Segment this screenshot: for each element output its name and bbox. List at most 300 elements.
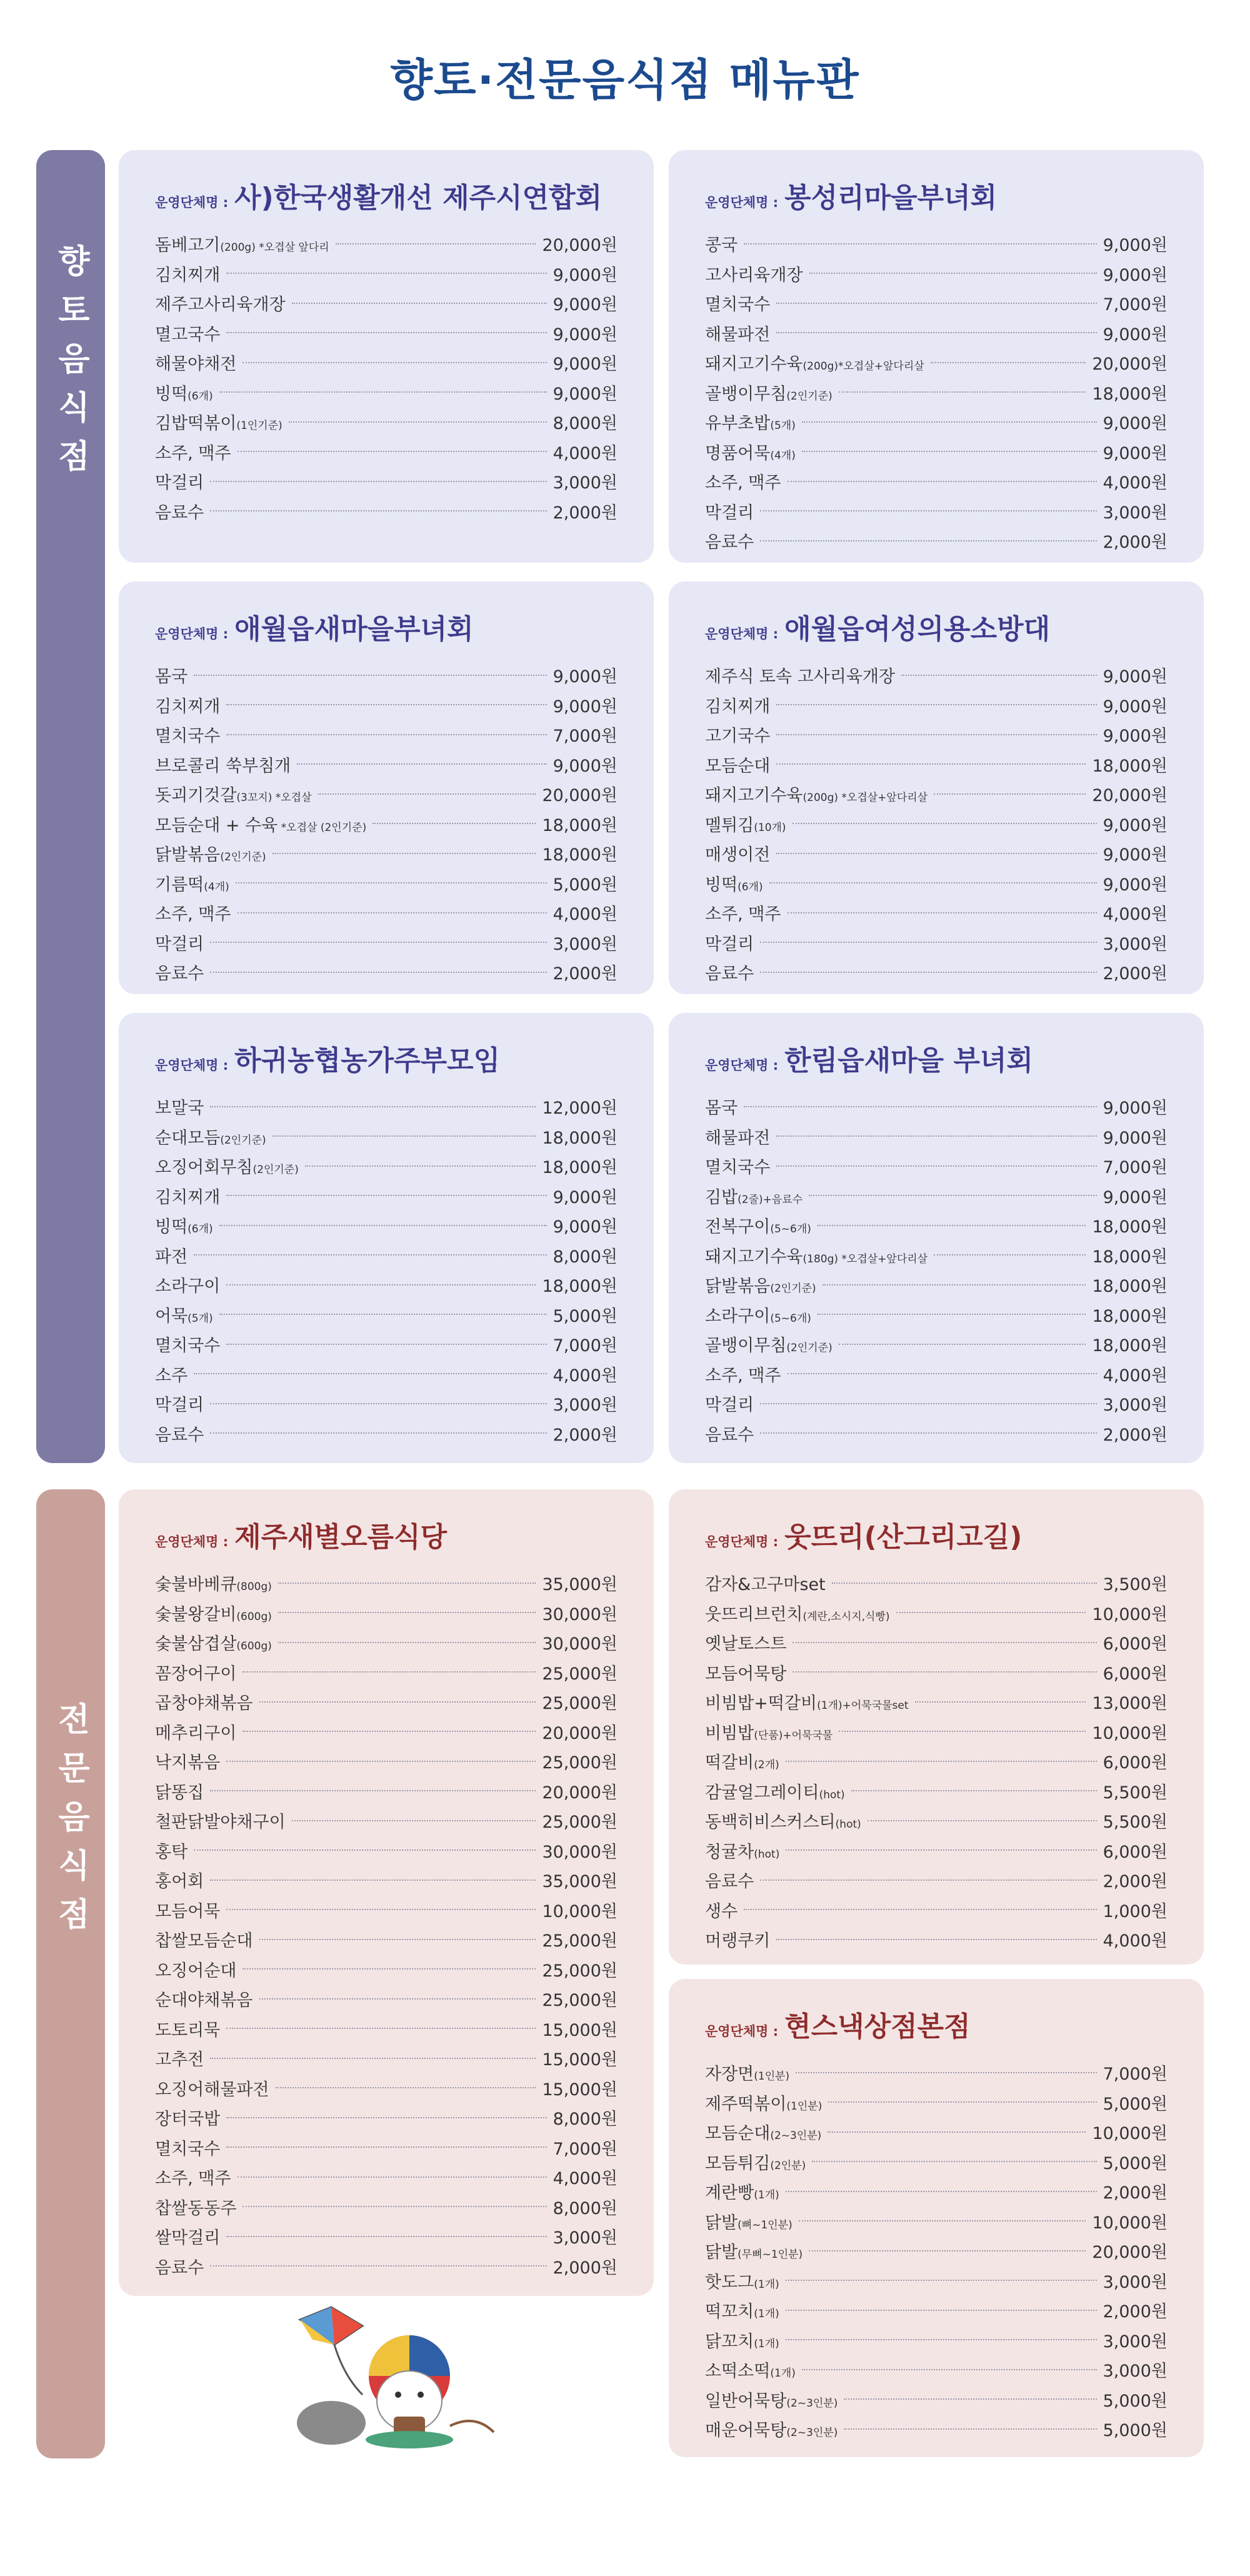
- menu-item-name: 해물파전: [705, 325, 771, 345]
- menu-item: [705, 750, 1168, 780]
- menu-item-name-wrap: [155, 380, 213, 405]
- dotted-leader: [236, 882, 547, 883]
- dotted-leader: [818, 1314, 1086, 1315]
- menu-item-name-wrap: [705, 663, 895, 687]
- menu-item-price: 9,000원: [552, 756, 618, 776]
- menu-item-name: 닭발볶음: [155, 845, 221, 865]
- menu-item-name-wrap: [705, 528, 754, 553]
- panel-hagwi: [119, 1013, 654, 1463]
- menu-item-price: 15,000원: [542, 2080, 618, 2100]
- menu-item-price: 2,000원: [1102, 533, 1168, 553]
- menu-item-price: 5,000원: [1102, 2153, 1168, 2173]
- menu-item-note: (2인기준): [786, 390, 832, 403]
- dotted-leader: [760, 540, 1096, 541]
- dotted-leader: [278, 1612, 536, 1613]
- menu-item: [155, 1865, 618, 1895]
- dotted-leader: [194, 1373, 546, 1374]
- dotted-leader: [788, 481, 1097, 482]
- menu-item-name-wrap: [155, 1154, 299, 1178]
- dotted-leader: [259, 1701, 536, 1703]
- menu-item-name-wrap: [155, 2165, 231, 2189]
- menu-item: [155, 1895, 618, 1925]
- menu-item-price: 9,000원: [552, 697, 618, 717]
- menu-item-name: 모듬어묵: [155, 1901, 221, 1921]
- menu-item-price: 3,000원: [1102, 2332, 1168, 2352]
- menu-item-name-wrap: [155, 1124, 266, 1149]
- dotted-leader: [210, 972, 546, 973]
- menu-item-name: 돼지고기수육: [705, 355, 803, 375]
- menu-item: [705, 437, 1168, 467]
- org-tag-label: 운영단체명 :: [705, 1534, 779, 1549]
- org-tag-label: 운영단체명 :: [155, 626, 229, 641]
- menu-item: [155, 229, 618, 259]
- menu-item-name-wrap: [705, 1391, 754, 1416]
- menu-item-name: 소라구이: [155, 1277, 221, 1297]
- dotted-leader: [305, 1165, 536, 1167]
- menu-item-price: 2,000원: [1102, 2183, 1168, 2203]
- menu-item: [705, 1359, 1168, 1389]
- menu-item-name-wrap: [705, 2387, 838, 2412]
- menu-item-name-wrap: [155, 1719, 236, 1744]
- menu-item: [155, 1598, 618, 1628]
- menu-item-name-wrap: [155, 1749, 220, 1773]
- dotted-leader: [242, 1671, 536, 1673]
- menu-item-price: 5,000원: [1102, 2094, 1168, 2114]
- menu-item-name: 오징어순대: [155, 1961, 237, 1981]
- menu-item-name-wrap: [155, 321, 220, 345]
- menu-item: [705, 720, 1168, 750]
- menu-item: [155, 1240, 618, 1270]
- menu-item-name: 제주고사리육개장: [155, 295, 286, 315]
- menu-item-name: 숯불삼겹살: [155, 1634, 237, 1654]
- menu-item-price: 9,000원: [1102, 697, 1168, 717]
- menu-item-price: 9,000원: [552, 667, 618, 687]
- dotted-leader: [786, 1761, 1097, 1762]
- menu-item-name-wrap: [705, 380, 832, 405]
- menu-item-name: 음료수: [705, 1425, 754, 1445]
- dotted-leader: [226, 1195, 546, 1196]
- dotted-leader: [851, 1790, 1097, 1791]
- panel-header: [705, 1514, 1168, 1556]
- dotted-leader: [210, 1432, 546, 1434]
- menu-item-price: 9,000원: [552, 265, 618, 285]
- menu-item: [705, 779, 1168, 809]
- dotted-leader: [372, 823, 536, 824]
- menu-item-note: (2인기준): [252, 1164, 299, 1177]
- menu-item: [155, 1628, 618, 1658]
- menu-item-price: 18,000원: [542, 845, 618, 865]
- menu-item: [705, 318, 1168, 348]
- menu-item-name-wrap: [155, 2254, 204, 2278]
- dotted-leader: [934, 793, 1086, 795]
- menu-item-name: 낙지볶음: [155, 1753, 221, 1773]
- dotted-leader: [744, 1909, 1096, 1910]
- menu-item-name: 소주: [155, 1366, 188, 1386]
- menu-item-note: (2~3인분): [786, 2397, 838, 2410]
- dotted-leader: [769, 882, 1097, 883]
- menu-item: [155, 407, 618, 437]
- menu-item: [155, 2043, 618, 2073]
- menu-item-price: 20,000원: [1092, 786, 1168, 806]
- menu-item: [705, 2176, 1168, 2206]
- menu-item-name-wrap: [155, 1571, 272, 1595]
- menu-item: [705, 2295, 1168, 2325]
- menu-item: [155, 1568, 618, 1598]
- dotted-leader: [226, 1284, 536, 1285]
- menu-item: [705, 868, 1168, 898]
- menu-item-name: 음료수: [705, 1872, 754, 1892]
- menu-item-name-wrap: [155, 1421, 204, 1446]
- menu-item-price: 4,000원: [1102, 905, 1168, 925]
- menu-item-name: 멸치국수: [155, 2139, 221, 2159]
- menu-item-price: 8,000원: [552, 414, 618, 434]
- menu-item: [705, 2236, 1168, 2266]
- org-name: 제주새별오름식당: [234, 1521, 448, 1553]
- menu-item-name: 찹쌀동동주: [155, 2198, 237, 2218]
- menu-item-name: 막걸리: [155, 473, 204, 493]
- menu-item-price: 5,000원: [1102, 2391, 1168, 2411]
- menu-item-name-wrap: [155, 410, 282, 434]
- menu-item-name-wrap: [155, 1184, 220, 1208]
- dotted-leader: [272, 853, 536, 854]
- dotted-leader: [242, 362, 546, 363]
- panel-hyeon-snack: [669, 1979, 1204, 2457]
- menu-item-note: (5~6개): [770, 1223, 811, 1236]
- menu-item-name-wrap: [155, 1391, 204, 1416]
- menu-item-price: 7,000원: [552, 1336, 618, 1356]
- menu-item-note: (600g): [236, 1640, 272, 1653]
- menu-item-price: 4,000원: [552, 1366, 618, 1386]
- menu-item: [705, 1329, 1168, 1359]
- dotted-leader: [318, 793, 536, 795]
- org-name: 웃뜨리(산그리고길): [784, 1521, 1022, 1553]
- menu-item: [705, 1300, 1168, 1330]
- menu-item-name: 닭꼬치: [705, 2332, 754, 2352]
- menu-item-name: 오징어해물파전: [155, 2080, 269, 2100]
- menu-item-price: 3,000원: [1102, 503, 1168, 523]
- menu-item-price: 18,000원: [542, 1277, 618, 1297]
- menu-item-name-wrap: [155, 2135, 220, 2160]
- menu-item-note: (800g): [236, 1581, 272, 1594]
- sidebar-jeonmun: [36, 1489, 105, 2458]
- dotted-leader: [776, 303, 1096, 304]
- panel-header: [155, 1514, 618, 1556]
- menu-item-name-wrap: [155, 1927, 253, 1951]
- dotted-leader: [238, 2176, 547, 2178]
- menu-item-name: 멸고국수: [155, 325, 221, 345]
- dotted-leader: [901, 675, 1097, 676]
- menu-item-price: 9,000원: [1102, 667, 1168, 687]
- menu-item-name: 멜튀김: [705, 815, 754, 835]
- menu-item-note: (2인기준): [786, 1342, 832, 1355]
- dotted-leader: [226, 2146, 546, 2148]
- menu-item-name-wrap: [705, 2357, 796, 2382]
- menu-item-name: 음료수: [705, 964, 754, 984]
- menu-item-name-wrap: [155, 1243, 188, 1267]
- menu-item: [155, 2073, 618, 2103]
- menu-item: [705, 2147, 1168, 2177]
- menu-item-name-wrap: [705, 2150, 806, 2174]
- menu-item-name: 고기국수: [705, 727, 771, 747]
- menu-list: [155, 660, 618, 987]
- menu-item-name-wrap: [705, 1749, 779, 1773]
- menu-item-name-wrap: [705, 1302, 811, 1327]
- menu-item-name-wrap: [705, 841, 770, 865]
- menu-item: [705, 1628, 1168, 1658]
- menu-item: [155, 2251, 618, 2282]
- dotted-leader: [226, 273, 546, 274]
- menu-item-name-wrap: [155, 261, 220, 286]
- menu-list: [705, 660, 1168, 987]
- menu-item-name: 감귤얼그레이티: [705, 1783, 819, 1803]
- menu-item-name: 쌀막걸리: [155, 2228, 221, 2248]
- dotted-leader: [786, 2280, 1097, 2281]
- menu-list: [705, 229, 1168, 556]
- menu-item-name-wrap: [705, 752, 770, 777]
- menu-item-name: 소주, 맥주: [155, 443, 231, 463]
- menu-item-price: 9,000원: [1102, 1099, 1168, 1119]
- menu-item-name-wrap: [705, 782, 928, 806]
- menu-item-note: (2인분): [770, 2159, 806, 2172]
- menu-item-price: 30,000원: [542, 1604, 618, 1624]
- menu-item-name-wrap: [155, 2195, 236, 2219]
- menu-item-price: 25,000원: [542, 1931, 618, 1951]
- menu-item-price: 15,000원: [542, 2050, 618, 2070]
- menu-item-note: (3꼬지) *오겹살: [236, 792, 312, 805]
- mascot-illustration: [275, 2301, 512, 2457]
- org-name: 애월읍여성의용소방대: [784, 613, 1051, 645]
- menu-item: [155, 437, 618, 467]
- menu-item-name-wrap: [705, 1362, 781, 1386]
- menu-list: [155, 1092, 618, 1448]
- menu-item: [155, 1359, 618, 1389]
- menu-item-name: 떡갈비: [705, 1753, 754, 1773]
- menu-item-name: 멸치국수: [705, 295, 771, 315]
- menu-item-note: (1개): [754, 2308, 779, 2321]
- menu-item-price: 9,000원: [1102, 325, 1168, 345]
- menu-item-note: (10개): [754, 821, 786, 834]
- menu-item-name-wrap: [155, 2076, 269, 2100]
- menu-item-name: 해물야채전: [155, 355, 237, 375]
- menu-item-price: 9,000원: [1102, 443, 1168, 463]
- menu-item-price: 25,000원: [542, 1813, 618, 1833]
- menu-item-name: 콩국: [705, 236, 738, 256]
- menu-item-price: 25,000원: [542, 1664, 618, 1684]
- menu-item-name: 어묵: [155, 1306, 188, 1326]
- menu-item-price: 30,000원: [542, 1634, 618, 1654]
- section-title: 향토음식점: [52, 244, 89, 488]
- menu-item-name-wrap: [155, 1332, 220, 1356]
- menu-item: [155, 1836, 618, 1866]
- menu-item-name: 해물파전: [705, 1128, 771, 1148]
- menu-item-price: 7,000원: [1102, 1158, 1168, 1178]
- menu-item: [155, 1122, 618, 1152]
- menu-item-price: 2,000원: [552, 503, 618, 523]
- org-tag-label: 운영단체명 :: [155, 1534, 229, 1549]
- menu-item-name: 생수: [705, 1901, 738, 1921]
- menu-item-name-wrap: [705, 1124, 770, 1149]
- menu-item-price: 7,000원: [552, 2139, 618, 2159]
- org-name: 하귀농협농가주부모임: [234, 1045, 501, 1077]
- dotted-leader: [226, 734, 546, 735]
- menu-item-name: 모듬튀김: [705, 2153, 771, 2173]
- org-name: 한림읍새마을 부녀회: [784, 1045, 1033, 1077]
- menu-item-name-wrap: [705, 1601, 890, 1625]
- menu-item-note: (2~3인분): [786, 2427, 838, 2440]
- menu-item-name: 숯불바베큐: [155, 1575, 237, 1595]
- menu-item-price: 3,000원: [1102, 2362, 1168, 2382]
- menu-item-note: (1인분): [754, 2070, 790, 2083]
- menu-item: [705, 1240, 1168, 1270]
- menu-item-price: 6,000원: [1102, 1634, 1168, 1654]
- menu-item: [705, 1924, 1168, 1955]
- dotted-leader: [776, 332, 1096, 333]
- menu-item-note: (6개): [738, 880, 763, 893]
- dotted-leader: [802, 421, 1097, 423]
- menu-item-name-wrap: [155, 871, 229, 895]
- menu-item-name-wrap: [705, 1332, 832, 1356]
- menu-item-name-wrap: [705, 1571, 826, 1595]
- menu-item-name: 막걸리: [155, 1396, 204, 1416]
- menu-item-name-wrap: [155, 499, 204, 523]
- menu-item-name: 소주, 맥주: [705, 473, 781, 493]
- menu-item-note: (1개): [754, 2189, 779, 2202]
- org-name: 사)한국생활개선 제주시연합회: [234, 182, 602, 214]
- menu-item-price: 2,000원: [1102, 1872, 1168, 1892]
- menu-item-name-wrap: [155, 752, 291, 777]
- panel-hallim: [669, 1013, 1204, 1463]
- panel-utteuri: [669, 1489, 1204, 1965]
- menu-item-note: (계란,소시지,식빵): [802, 1610, 890, 1623]
- menu-item-note: (hot): [819, 1788, 845, 1801]
- menu-item-name: 음료수: [155, 503, 204, 523]
- menu-item: [705, 2385, 1168, 2415]
- dotted-leader: [289, 421, 547, 423]
- menu-item-name-wrap: [155, 1689, 253, 1714]
- dotted-leader: [276, 2087, 536, 2088]
- dotted-leader: [744, 1106, 1096, 1107]
- menu-item-price: 10,000원: [1092, 1723, 1168, 1743]
- menu-item-name-wrap: [705, 350, 924, 375]
- menu-item-price: 18,000원: [1092, 756, 1168, 776]
- menu-item-price: 4,000원: [552, 905, 618, 925]
- org-tag-label: 운영단체명 :: [705, 1058, 779, 1073]
- menu-item-name-wrap: [155, 1986, 253, 2011]
- menu-item-price: 18,000원: [542, 815, 618, 835]
- menu-item: [155, 1419, 618, 1449]
- menu-item: [705, 1658, 1168, 1688]
- panel-header: [705, 175, 1168, 216]
- menu-item-name-wrap: [155, 693, 220, 717]
- dotted-leader: [844, 2398, 1096, 2400]
- menu-item-name: 웃뜨리브런치: [705, 1604, 803, 1624]
- menu-item-price: 7,000원: [552, 727, 618, 747]
- menu-item-name: 멸치국수: [155, 727, 221, 747]
- menu-item-name: 계란빵: [705, 2183, 754, 2203]
- org-tag-label: 운영단체명 :: [155, 195, 229, 210]
- dotted-leader: [760, 1432, 1096, 1434]
- dotted-leader: [776, 1165, 1096, 1167]
- menu-item-price: 13,000원: [1092, 1694, 1168, 1714]
- dotted-leader: [786, 2310, 1097, 2311]
- menu-item: [705, 1210, 1168, 1240]
- dotted-leader: [799, 2220, 1086, 2221]
- menu-item-name: 명품어묵: [705, 443, 771, 463]
- menu-item-name: 오징어회무침: [155, 1158, 253, 1178]
- menu-item-name: 숯불왕갈비: [155, 1604, 237, 1624]
- menu-item-name-wrap: [705, 2120, 821, 2144]
- menu-item-name: 모듬순대 + 수육: [155, 815, 278, 835]
- menu-item-name: 도토리묵: [155, 2020, 221, 2040]
- menu-item: [155, 2192, 618, 2222]
- menu-item: [705, 1122, 1168, 1152]
- menu-item: [155, 1746, 618, 1776]
- dotted-leader: [292, 1820, 536, 1821]
- menu-item-name: 음료수: [155, 2258, 204, 2278]
- dotted-leader: [828, 2131, 1086, 2133]
- dotted-leader: [226, 332, 546, 333]
- menu-item-name-wrap: [155, 1094, 204, 1119]
- menu-item-price: 18,000원: [1092, 1247, 1168, 1267]
- menu-item-name-wrap: [155, 1898, 220, 1922]
- menu-item: [155, 957, 618, 987]
- menu-item: [705, 1598, 1168, 1628]
- menu-item: [705, 1746, 1168, 1776]
- menu-item: [705, 229, 1168, 259]
- menu-item: [705, 378, 1168, 408]
- menu-item: [705, 1568, 1168, 1598]
- menu-item: [705, 838, 1168, 868]
- menu-item-note: (무뼈~1인분): [738, 2248, 803, 2262]
- menu-item: [705, 2266, 1168, 2296]
- menu-item-name: 소떡소떡: [705, 2362, 771, 2382]
- menu-item: [705, 1865, 1168, 1895]
- menu-item-name-wrap: [705, 2209, 792, 2233]
- dotted-leader: [786, 2339, 1097, 2340]
- menu-item-price: 3,000원: [552, 2228, 618, 2248]
- menu-item-name-wrap: [155, 2224, 220, 2248]
- menu-item: [705, 2088, 1168, 2118]
- menu-item-price: 7,000원: [1102, 2065, 1168, 2085]
- menu-item-price: 4,000원: [1102, 473, 1168, 493]
- menu-item-price: 1,000원: [1102, 1901, 1168, 1921]
- dotted-leader: [809, 273, 1097, 274]
- menu-item: [155, 928, 618, 958]
- menu-item: [705, 526, 1168, 556]
- menu-item-name-wrap: [155, 1838, 188, 1863]
- dotted-leader: [809, 1195, 1096, 1196]
- menu-item-name: 모듬순대: [705, 756, 771, 776]
- dotted-leader: [776, 704, 1096, 705]
- menu-item-price: 5,000원: [1102, 2421, 1168, 2441]
- menu-list: [705, 2058, 1168, 2444]
- menu-item-price: 3,000원: [1102, 934, 1168, 954]
- menu-item-name: 빙떡: [155, 1217, 188, 1237]
- menu-item-name: 순대야채볶음: [155, 1991, 253, 2011]
- menu-item-name: 돔베고기: [155, 236, 221, 256]
- menu-item-name-wrap: [705, 2328, 779, 2352]
- panel-header: [705, 1038, 1168, 1079]
- menu-item: [155, 2221, 618, 2251]
- menu-item-price: 9,000원: [1102, 265, 1168, 285]
- menu-item-price: 2,000원: [1102, 1425, 1168, 1445]
- menu-item-price: 3,000원: [1102, 2272, 1168, 2292]
- panel-aewol-saemaeul: [119, 581, 654, 994]
- menu-item-name: 닭발: [705, 2243, 738, 2263]
- menu-item-name: 막걸리: [705, 503, 754, 523]
- dotted-leader: [760, 510, 1096, 511]
- org-tag-label: 운영단체명 :: [155, 1058, 229, 1073]
